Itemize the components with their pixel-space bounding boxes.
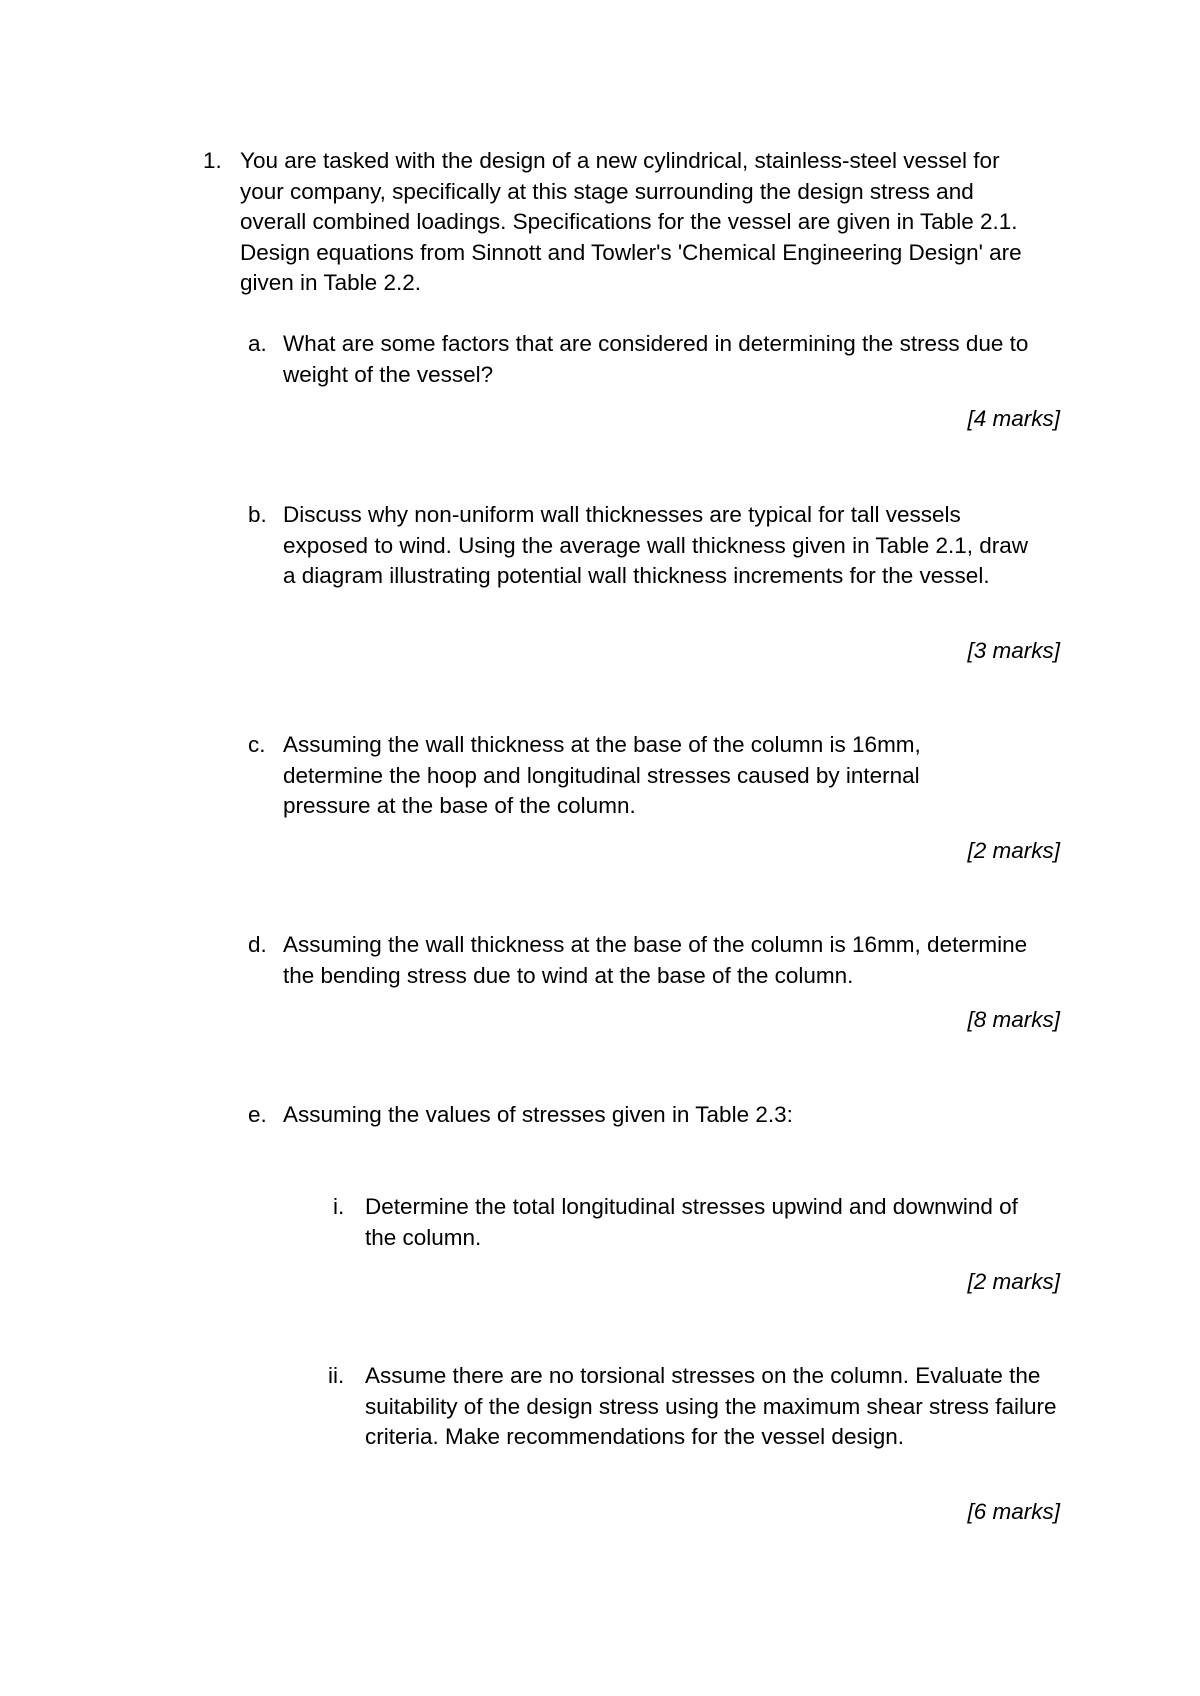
marks-label: [2 marks] xyxy=(967,838,1060,863)
part-text: Assuming the values of stresses given in Table 2.3: xyxy=(283,1102,793,1127)
marks-label: [3 marks] xyxy=(967,638,1060,663)
part-text: Discuss why non-uniform wall thicknesses are typical for tall vessels exposed to wind. Using the average wall thickness given in Table 2.1, draw a diagram illustrating potential wall thickness increments for the vessel. xyxy=(283,502,1029,588)
part-text: Assuming the wall thickness at the base of the column is 16mm, determine the hoop and longitudinal stresses caused by internal pressure at the base of the column. xyxy=(283,732,921,818)
part-label: b. xyxy=(248,502,267,527)
part-label: e. xyxy=(248,1102,267,1127)
part-label: a. xyxy=(248,331,267,356)
marks-label: [4 marks] xyxy=(967,406,1060,431)
subpart-text: Determine the total longitudinal stresses upwind and downwind of the column. xyxy=(365,1194,1018,1250)
part-label: c. xyxy=(248,732,266,757)
part-text: What are some factors that are considered in determining the stress due to weight of the vessel? xyxy=(283,331,1029,387)
part-label: d. xyxy=(248,932,267,957)
subpart-text: Assume there are no torsional stresses on the column. Evaluate the suitability of the design stress using the maximum shear stress failure criteria. Make recommendations for the vessel design. xyxy=(365,1363,1057,1449)
question-text: You are tasked with the design of a new cylindrical, stainless-steel vessel for your company, specifically at this stage surrounding the design stress and overall combined loadings. Specifications for the vessel are given in Table 2.1. Design equations from Sinnott and Towler's 'Chemical Engineering Design' are given in Table 2.2. xyxy=(240,148,1022,295)
marks-label: [8 marks] xyxy=(967,1007,1060,1032)
question-number: 1. xyxy=(203,148,222,173)
part-text: Assuming the wall thickness at the base of the column is 16mm, determine the bending stress due to wind at the base of the column. xyxy=(283,932,1028,988)
marks-label: [6 marks] xyxy=(967,1499,1060,1524)
subpart-label: ii. xyxy=(328,1363,345,1388)
subpart-label: i. xyxy=(333,1194,345,1219)
marks-label: [2 marks] xyxy=(967,1269,1060,1294)
